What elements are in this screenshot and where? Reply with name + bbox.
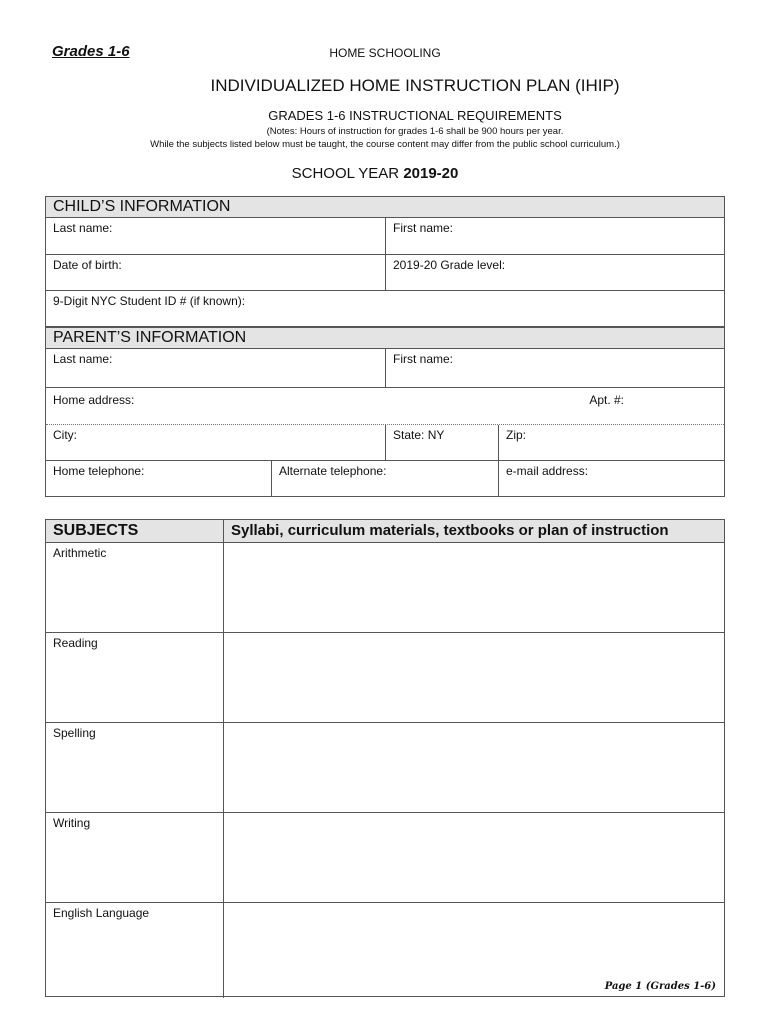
top-label: HOME SCHOOLING	[329, 46, 441, 60]
page-title: INDIVIDUALIZED HOME INSTRUCTION PLAN (IHIP)	[210, 76, 620, 95]
alternate-telephone-label: Alternate telephone:	[279, 464, 387, 478]
subtitle: GRADES 1-6 INSTRUCTIONAL REQUIREMENTS	[268, 108, 562, 123]
grades-tag: Grades 1-6	[52, 43, 130, 60]
email-label: e-mail address:	[506, 464, 589, 478]
child-student-id-label: 9-Digit NYC Student ID # (if known):	[53, 294, 246, 308]
note-line-1: (Notes: Hours of instruction for grades 1-6 shall be 900 hours per year.	[266, 126, 564, 137]
arithmetic-plan-field[interactable]	[224, 543, 724, 632]
child-last-name-field[interactable]	[46, 218, 386, 254]
child-grade-level-field[interactable]	[386, 255, 724, 290]
child-last-name-label: Last name:	[53, 221, 113, 235]
english-language-plan-field[interactable]	[224, 903, 724, 998]
subjects-header	[46, 520, 724, 543]
child-first-name-label: First name:	[393, 221, 454, 235]
subject-row-reading	[46, 633, 724, 723]
state-field[interactable]	[386, 425, 499, 460]
home-address-label: Home address:	[53, 393, 135, 407]
child-dob-field[interactable]	[46, 255, 386, 290]
subjects-section	[45, 519, 725, 997]
subject-label: Reading	[46, 633, 224, 722]
parent-last-name-label: Last name:	[53, 352, 113, 366]
child-dob-label: Date of birth:	[53, 258, 122, 272]
child-dob-row	[46, 255, 724, 291]
note-line-2: While the subjects listed below must be taught, the course content may differ from the public school curriculum.)	[150, 139, 620, 150]
subject-label: English Language	[46, 903, 224, 998]
parent-phone-row	[46, 461, 724, 497]
child-info-heading: CHILD’S INFORMATION	[46, 197, 724, 218]
parent-last-name-field[interactable]	[46, 349, 386, 387]
apt-label: Apt. #:	[589, 393, 624, 407]
school-year	[0, 165, 750, 182]
child-id-row	[46, 291, 724, 327]
child-grade-level-label: 2019-20 Grade level:	[393, 258, 506, 272]
school-year-label: SCHOOL YEAR	[291, 165, 404, 182]
subject-row-spelling	[46, 723, 724, 813]
email-field[interactable]	[499, 461, 724, 497]
parent-info-heading: PARENT’S INFORMATION	[46, 328, 724, 349]
child-info-section	[45, 196, 725, 327]
page-footer: Page 1 (Grades 1-6)	[604, 981, 716, 992]
home-telephone-field[interactable]	[46, 461, 272, 497]
parent-info-section	[45, 327, 725, 497]
zip-label: Zip:	[506, 428, 527, 442]
child-student-id-field[interactable]	[46, 291, 724, 327]
home-telephone-label: Home telephone:	[53, 464, 145, 478]
alternate-telephone-field[interactable]	[272, 461, 499, 497]
home-address-field[interactable]	[46, 388, 724, 424]
reading-plan-field[interactable]	[224, 633, 724, 722]
state-label: State: NY	[393, 428, 445, 442]
city-label: City:	[53, 428, 77, 442]
parent-name-row	[46, 349, 724, 388]
syllabi-column-heading: Syllabi, curriculum materials, textbooks or plan of instruction	[231, 522, 669, 539]
child-first-name-field[interactable]	[386, 218, 724, 254]
school-year-value: 2019-20	[403, 165, 459, 182]
parent-first-name-label: First name:	[393, 352, 454, 366]
child-name-row	[46, 218, 724, 255]
parent-address-row	[46, 388, 724, 425]
subject-label: Writing	[46, 813, 224, 902]
parent-city-row	[46, 425, 724, 461]
subjects-column-heading: SUBJECTS	[46, 520, 224, 542]
spelling-plan-field[interactable]	[224, 723, 724, 812]
zip-field[interactable]	[499, 425, 724, 460]
subject-row-writing	[46, 813, 724, 903]
subject-label: Arithmetic	[46, 543, 224, 632]
writing-plan-field[interactable]	[224, 813, 724, 902]
city-field[interactable]	[46, 425, 386, 460]
parent-first-name-field[interactable]	[386, 349, 724, 387]
subject-row-arithmetic	[46, 543, 724, 633]
subject-label: Spelling	[46, 723, 224, 812]
subject-row-english-language	[46, 903, 724, 998]
